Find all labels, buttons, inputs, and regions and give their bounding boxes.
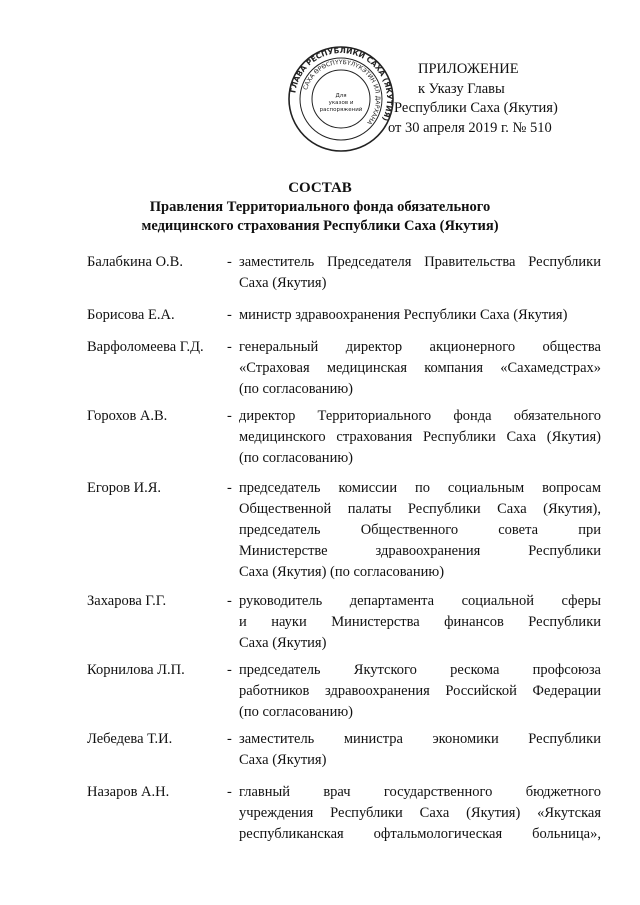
official-seal-stamp — [287, 45, 395, 153]
member-position — [239, 729, 601, 771]
member-position-line: Общественной палаты Республики Саха (Якутия), — [239, 501, 601, 517]
member-position-line: председатель Якутского рескома профсоюза — [239, 662, 601, 678]
document-subtitle-line-1: Правления Территориального фонда обязательного — [149, 199, 491, 215]
member-position — [239, 660, 601, 723]
member-position-line: учреждения Республики Саха (Якутия) «Якутская — [239, 805, 601, 821]
seal-outer-text: ГЛАВА РЕСПУБЛИКИ САХА (ЯКУТИЯ) — [288, 45, 395, 123]
member-position-line: (по согласованию) — [239, 381, 353, 397]
member-position-line: Министерстве здравоохранения Республики — [239, 543, 601, 559]
appendix-block — [388, 60, 598, 138]
member-position-line: медицинского страхования Республики Саха (Якутия) — [239, 429, 601, 445]
member-dash: - — [227, 784, 232, 800]
member-name: Лебедева Т.И. — [87, 731, 173, 747]
document-subtitle-line-2: медицинского страхования Республики Саха (Якутия) — [141, 218, 499, 234]
member-position-line: «Страховая медицинская компания «Сахамедстрах» — [239, 360, 601, 376]
member-position-line: (по согласованию) — [239, 704, 353, 720]
member-name: Горохов А.В. — [87, 408, 168, 424]
member-position — [239, 305, 601, 326]
member-position-line: руководитель департамента социальной сферы — [239, 593, 601, 609]
appendix-title: ПРИЛОЖЕНИЕ — [418, 61, 519, 77]
svg-text:Для: Для — [335, 93, 347, 99]
member-dash: - — [227, 339, 232, 355]
member-position-line: республиканская офтальмологическая больница», — [239, 826, 601, 842]
member-position-line: Саха (Якутия) — [239, 752, 327, 768]
member-position — [239, 252, 601, 294]
member-position-line: Саха (Якутия) — [239, 635, 327, 651]
member-position-line: председатель Общественного совета при — [239, 522, 601, 538]
member-dash: - — [227, 593, 232, 609]
svg-text:указов и: указов и — [328, 100, 354, 106]
member-name: Назаров А.Н. — [87, 784, 170, 800]
seal-middle-text: САХА ӨРӨСПҮҮБҮЛҮКЭТИН ИЛ ДАРХАНА — [302, 58, 382, 126]
member-position — [239, 337, 601, 400]
appendix-line-1: к Указу Главы — [418, 80, 505, 97]
member-dash: - — [227, 254, 232, 270]
appendix-line-2: Республики Саха (Якутия) — [394, 100, 558, 116]
member-position — [239, 782, 601, 845]
member-position-line: генеральный директор акционерного общества — [239, 339, 601, 355]
member-name: Варфоломеева Г.Д. — [87, 339, 204, 355]
appendix-line-3: от 30 апреля 2019 г. № 510 — [388, 119, 552, 136]
member-position — [239, 478, 601, 583]
member-name: Захарова Г.Г. — [87, 593, 167, 609]
member-position — [239, 591, 601, 654]
member-position-line: работников здравоохранения Российской Федерации — [239, 683, 601, 699]
member-dash: - — [227, 408, 232, 424]
member-position-line: Саха (Якутия) — [239, 275, 327, 291]
member-position-line: председатель комиссии по социальным вопросам — [239, 480, 601, 496]
member-position-line: Саха (Якутия) (по согласованию) — [239, 564, 445, 580]
document-title: СОСТАВ — [288, 180, 352, 196]
member-position-line: заместитель министра экономики Республики — [239, 731, 601, 747]
member-position — [239, 406, 601, 469]
svg-text:распоряжений: распоряжений — [319, 107, 363, 113]
member-dash: - — [227, 662, 232, 678]
member-position-line: директор Территориального фонда обязательного — [239, 408, 601, 424]
member-position-line: (по согласованию) — [239, 450, 353, 466]
member-name: Корнилова Л.П. — [87, 662, 185, 678]
member-name: Егоров И.Я. — [87, 480, 162, 496]
member-position-line: и науки Министерства финансов Республики — [239, 614, 601, 630]
member-position-line: заместитель Председателя Правительства Республики — [239, 254, 601, 270]
member-name: Балабкина О.В. — [87, 254, 183, 270]
member-dash: - — [227, 480, 232, 496]
member-position-line: министр здравоохранения Республики Саха (Якутия) — [239, 307, 568, 323]
member-dash: - — [227, 731, 232, 747]
member-name: Борисова Е.А. — [87, 307, 175, 323]
member-dash: - — [227, 307, 232, 323]
member-position-line: главный врач государственного бюджетного — [239, 784, 601, 800]
